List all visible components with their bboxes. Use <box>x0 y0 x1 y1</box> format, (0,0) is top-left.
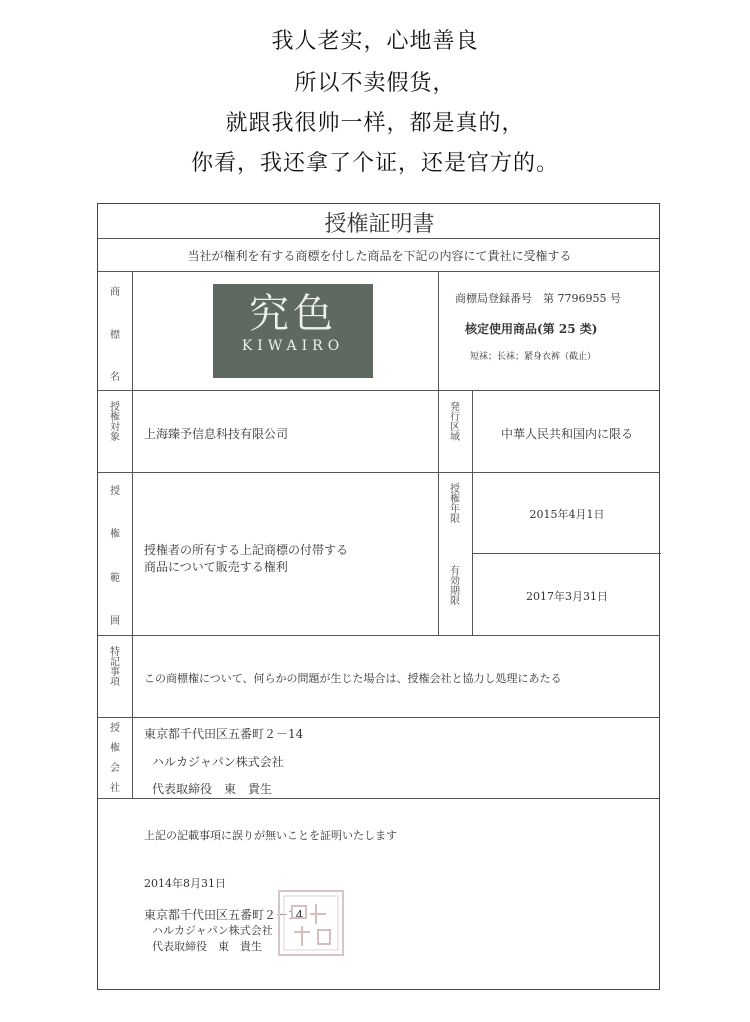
caption-line-3: 就跟我很帅一样，都是真的， <box>225 111 525 136</box>
company-name: ハルカジャパン株式会社 <box>152 755 284 769</box>
caption-line-4: 你看，我还拿了个证，还是官方的。 <box>190 151 559 176</box>
end-date: 2017年3月31日 <box>526 590 608 603</box>
trademark-label: 商 標 名 <box>110 287 120 383</box>
start-label: 授 権 年 限 <box>450 484 460 525</box>
notes-label: 特 記 事 項 <box>110 647 120 688</box>
company-address: 東京都千代田区五番町２－14 <box>144 727 304 741</box>
goods-list: 短袜；长袜；紧身衣裤（截止） <box>470 352 597 362</box>
grantee-label: 授 権 対 象 <box>110 402 120 443</box>
footer-representative: 代表取締役 東 貴生 <box>152 940 262 953</box>
footer-company: ハルカジャパン株式会社 <box>152 924 273 937</box>
caption-line-2: 所以不卖假货， <box>294 71 456 96</box>
registration-number: 商標局登録番号 第 7796955 号 <box>455 292 621 305</box>
certificate <box>97 203 660 990</box>
scope-line-2: 商品について販売する権利 <box>144 560 288 574</box>
company-representative: 代表取締役 東 貴生 <box>152 782 273 796</box>
company-seal-stamp <box>276 888 346 958</box>
valid-label: 有 効 期 限 <box>450 566 460 607</box>
issue-date: 2014年8月31日 <box>144 877 226 890</box>
approved-goods: 核定使用商品(第 25 类) <box>465 322 598 336</box>
region-label: 発 行 区 域 <box>450 402 460 443</box>
start-date: 2015年4月1日 <box>529 508 605 521</box>
certification-statement: 上記の記載事項に誤りが無いことを証明いたします <box>144 829 397 842</box>
region-value: 中華人民共和国内に限る <box>500 427 633 441</box>
scope-label: 授 権 範 囲 <box>110 486 120 627</box>
footer-address: 東京都千代田区五番町２－14 <box>144 908 304 922</box>
notes-text: この商標権について、何らかの問題が生じた場合は、授権会社と協力し処理にあたる <box>144 672 562 685</box>
kiwairo-logo: 究色 KIWAIRO <box>213 284 373 378</box>
certificate-title: 授権証明書 <box>324 212 435 237</box>
scope-line-1: 授権者の所有する上記商標の付帯する <box>144 543 349 557</box>
company-label: 授 権 会 社 <box>110 723 120 794</box>
grantee-name: 上海臻予信息科技有限公司 <box>144 427 289 441</box>
caption-line-1: 我人老实，心地善良 <box>271 29 479 54</box>
certificate-subtitle: 当社が権利を有する商標を付した商品を下記の内容にて貴社に受権する <box>187 249 572 263</box>
